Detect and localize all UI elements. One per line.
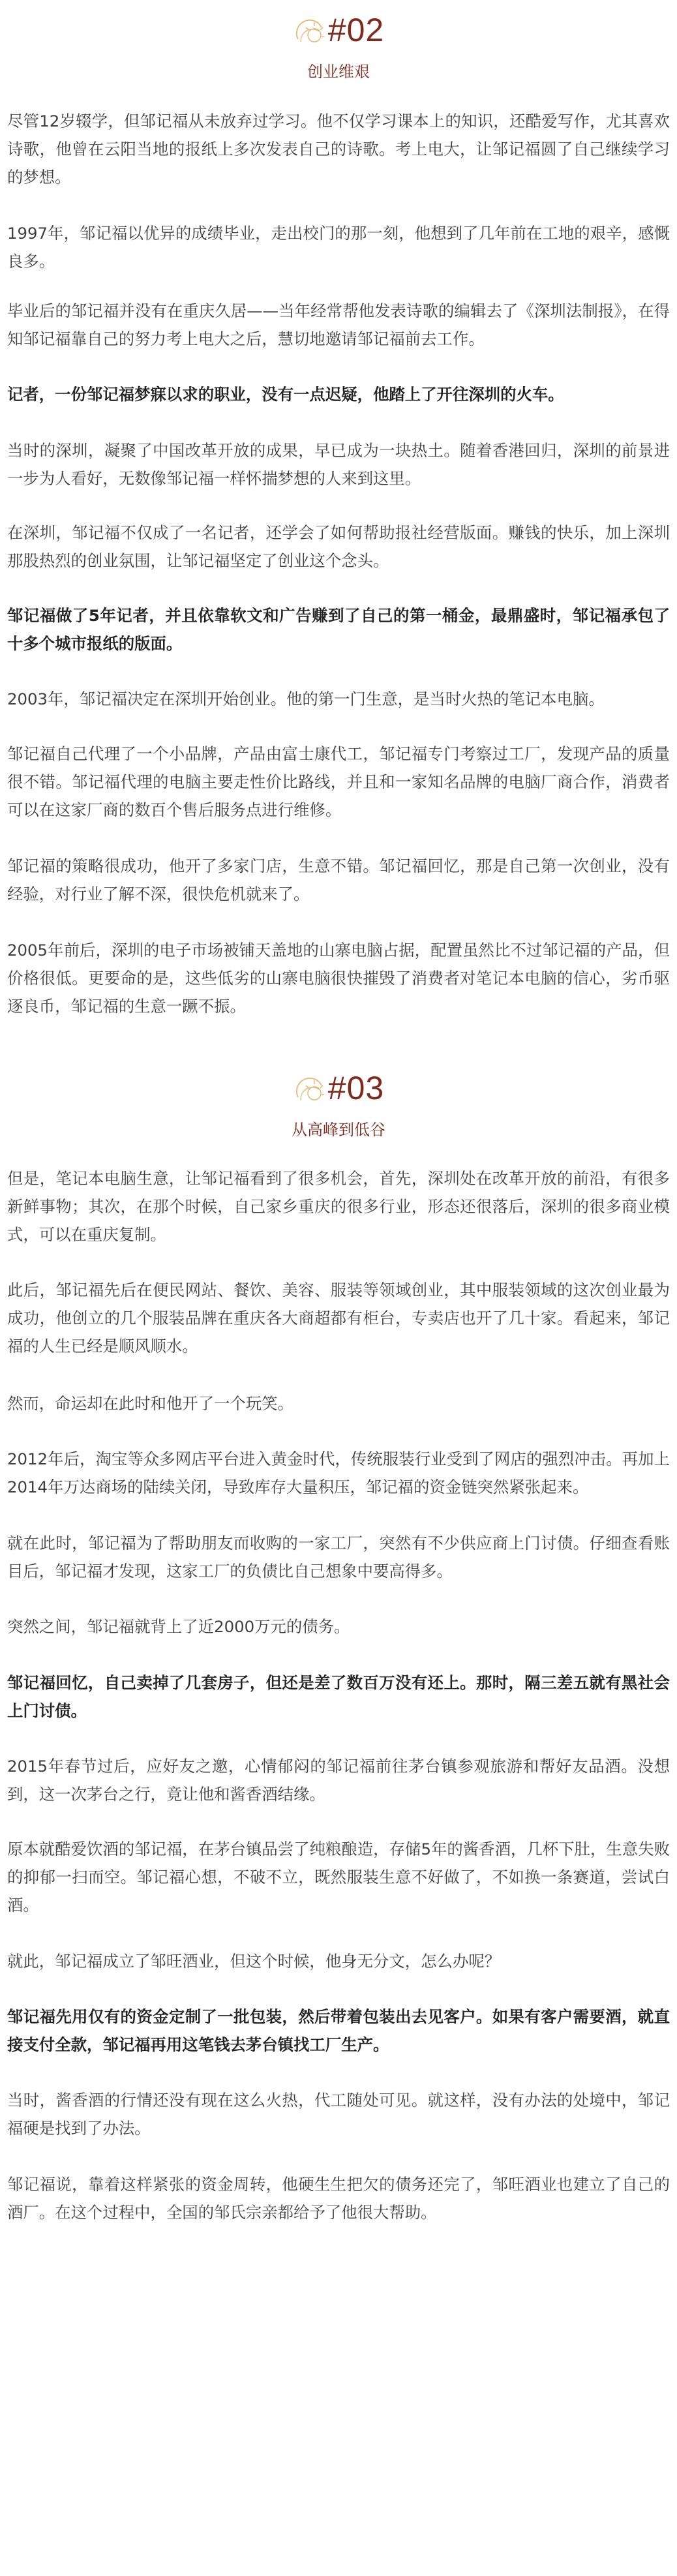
paragraph: 2003年，邹记福决定在深圳开始创业。他的第一门生意，是当时火热的笔记本电脑。 bbox=[7, 689, 605, 708]
paragraph: 邹记福的策略很成功，他开了多家门店，生意不错。邹记福回忆，那是自己第一次创业，没有经验，对行业了解不深，很快危机就来了。 bbox=[7, 856, 670, 903]
sunrise-icon bbox=[293, 1071, 327, 1105]
paragraph: 突然之间，邹记福就背上了近2000万元的债务。 bbox=[7, 1617, 350, 1636]
paragraph: 在深圳，邹记福不仅成了一名记者，还学会了如何帮助报社经营版面。赚钱的快乐，加上深圳那股热烈的创业氛围，让邹记福坚定了创业这个念头。 bbox=[7, 523, 670, 570]
paragraph: 此后，邹记福先后在便民网站、餐饮、美容、服装等领域创业，其中服装领域的这次创业最为成功，他创立的几个服装品牌在重庆各大商超都有柜台，专卖店也开了几十家。看起来，邹记福的人生已经是顺风顺水。 bbox=[7, 1280, 670, 1356]
paragraph-bold: 邹记福先用仅有的资金定制了一批包装，然后带着包装出去见客户。如果有客户需要酒，就直接支付全款，邹记福再用这笔钱去茅台镇找工厂生产。 bbox=[7, 2007, 670, 2054]
paragraph: 然而，命运却在此时和他开了一个玩笑。 bbox=[7, 1394, 294, 1413]
paragraph: 1997年，邹记福以优异的成绩毕业，走出校门的那一刻，他想到了几年前在工地的艰辛，感慨良多。 bbox=[7, 224, 670, 271]
paragraph: 当时，酱香酒的行情还没有现在这么火热，代工随处可见。就这样，没有办法的处境中，邹记福硬是找到了办法。 bbox=[7, 2091, 670, 2138]
paragraph: 尽管12岁辍学，但邹记福从未放弃过学习。他不仅学习课本上的知识，还酷爱写作，尤其喜欢诗歌，他曾在云阳当地的报纸上多次发表自己的诗歌。考上电大，让邹记福圆了自己继续学习的梦想。 bbox=[7, 112, 670, 187]
section-number bbox=[293, 9, 384, 51]
section-number-text: #03 bbox=[327, 1070, 385, 1106]
paragraph: 但是，笔记本电脑生意，让邹记福看到了很多机会，首先，深圳处在改革开放的前沿，有很多新鲜事物；其次，在那个时候，自己家乡重庆的很多行业，形态还很落后，深圳的很多商业模式，可以在重庆复制。 bbox=[7, 1169, 670, 1244]
section-number-text: #02 bbox=[327, 12, 385, 48]
paragraph: 邹记福说，靠着这样紧张的资金周转，他硬生生把欠的债务还完了，邹旺酒业也建立了自己的酒厂。在这个过程中，全国的邹氏宗亲都给予了他很大帮助。 bbox=[7, 2175, 670, 2222]
section-number bbox=[293, 1067, 384, 1109]
paragraph: 就此，邹记福成立了邹旺酒业，但这个时候，他身无分文，怎么办呢？ bbox=[7, 1952, 501, 1971]
paragraph: 邹记福自己代理了一个小品牌，产品由富士康代工，邹记福专门考察过工厂，发现产品的质量很不错。邹记福代理的电脑主要走性价比路线，并且和一家知名品牌的电脑厂商合作，消费者可以在这家厂商的数百个售后服务点进行维修。 bbox=[7, 744, 670, 819]
paragraph: 当时的深圳，凝聚了中国改革开放的成果，早已成为一块热土。随着香港回归，深圳的前景进一步为人看好，无数像邹记福一样怀揣梦想的人来到这里。 bbox=[7, 441, 670, 488]
paragraph: 毕业后的邹记福并没有在重庆久居——当年经常帮他发表诗歌的编辑去了《深圳法制报》，在得知邹记福靠自己的努力考上电大之后，慧切地邀请邹记福前去工作。 bbox=[7, 301, 670, 348]
paragraph: 原本就酷爱饮酒的邹记福，在茅台镇品尝了纯粮酿造，存储5年的酱香酒，几杯下肚，生意失败的抑郁一扫而空。邹记福心想，不破不立，既然服装生意不好做了，不如换一条赛道，尝试白酒。 bbox=[7, 1840, 670, 1915]
paragraph-bold: 邹记福做了5年记者，并且依靠软文和广告赚到了自己的第一桶金，最鼎盛时，邹记福承包了十多个城市报纸的版面。 bbox=[7, 606, 670, 653]
paragraph: 2015年春节过后，应好友之邀，心情郁闷的邹记福前往茅台镇参观旅游和帮好友品酒。没想到，这一次茅台之行，竟让他和酱香酒结缘。 bbox=[7, 1757, 670, 1804]
section-header bbox=[0, 9, 677, 82]
sunrise-icon bbox=[293, 13, 327, 47]
paragraph: 2005年前后，深圳的电子市场被铺天盖地的山寨电脑占据，配置虽然比不过邹记福的产品，但价格很低。更要命的是，这些低劣的山寨电脑很快摧毁了消费者对笔记本电脑的信心，劣币驱逐良币，邹记福的生意一蹶不振。 bbox=[7, 941, 670, 1016]
paragraph: 就在此时，邹记福为了帮助朋友而收购的一家工厂，突然有不少供应商上门讨债。仔细查看账目后，邹记福才发现，这家工厂的负债比自己想象中要高得多。 bbox=[7, 1534, 670, 1581]
paragraph-bold: 记者，一份邹记福梦寐以求的职业，没有一点迟疑，他踏上了开往深圳的火车。 bbox=[7, 385, 564, 404]
section-header bbox=[0, 1067, 677, 1140]
section-title: 创业维艰 bbox=[307, 63, 370, 81]
paragraph: 2012年后，淘宝等众多网店平台进入黄金时代，传统服装行业受到了网店的强烈冲击。再加上2014年万达商场的陆续关闭，导致库存大量积压，邹记福的资金链突然紧张起来。 bbox=[7, 1449, 670, 1496]
section-title: 从高峰到低谷 bbox=[292, 1121, 385, 1139]
paragraph-bold: 邹记福回忆，自己卖掉了几套房子，但还是差了数百万没有还上。那时，隔三差五就有黑社会上门讨债。 bbox=[7, 1673, 670, 1720]
